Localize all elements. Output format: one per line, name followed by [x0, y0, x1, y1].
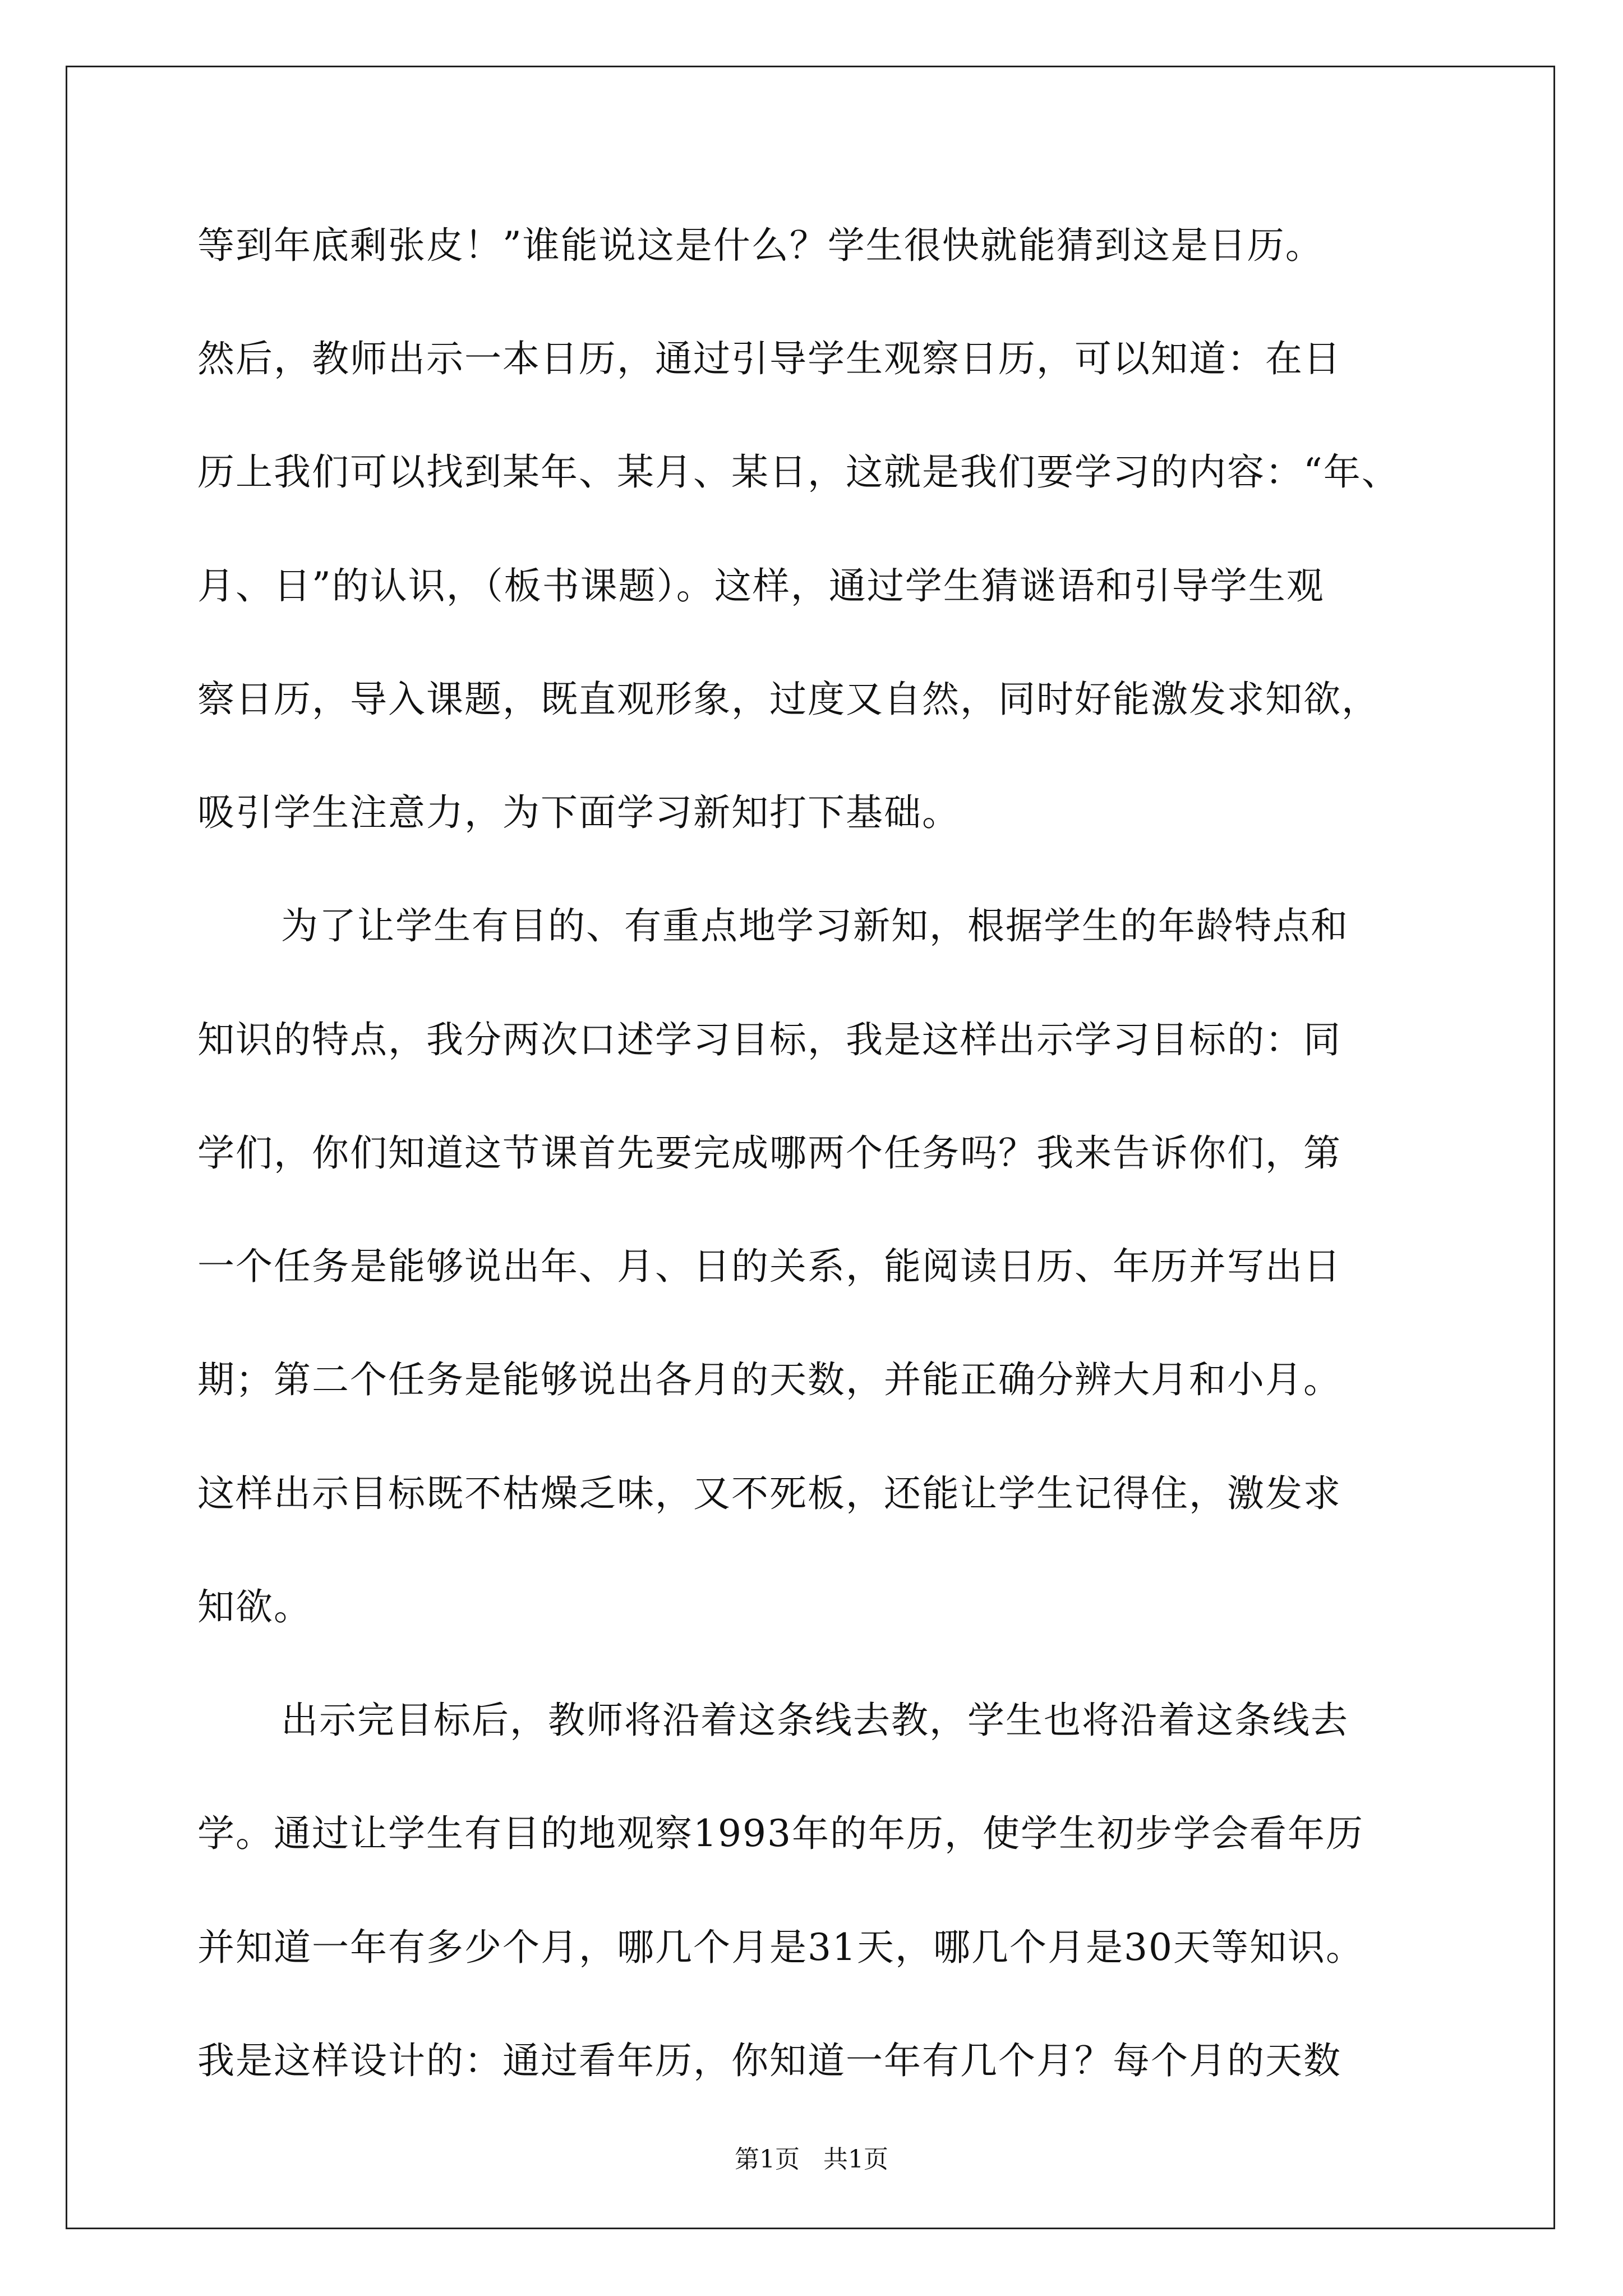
body-text-line: 然后，教师出示一本日历，通过引导学生观察日历，可以知道：在日: [197, 337, 1341, 380]
body-text-line: 出示完目标后，教师将沿着这条线去教，学生也将沿着这条线去: [281, 1699, 1349, 1742]
body-text-line: 这样出示目标既不枯燥乏味，又不死板，还能让学生记得住，激发求: [197, 1472, 1341, 1515]
body-text-line: 等到年底剩张皮！”谁能说这是什么？学生很快就能猜到这是日历。: [197, 224, 1324, 267]
body-text-line: 历上我们可以找到某年、某月、某日，这就是我们要学习的内容：“年、: [197, 450, 1400, 494]
body-text-line: 学。通过让学生有目的地观察1993年的年历，使学生初步学会看年历: [197, 1812, 1364, 1855]
body-text-line: 为了让学生有目的、有重点地学习新知，根据学生的年龄特点和: [281, 904, 1349, 947]
body-text-line: 我是这样设计的：通过看年历，你知道一年有几个月？每个月的天数: [197, 2039, 1341, 2082]
body-text-line: 并知道一年有多少个月，哪几个月是31天，哪几个月是30天等知识。: [197, 1926, 1364, 1969]
body-text-line: 知识的特点，我分两次口述学习目标，我是这样出示学习目标的：同: [197, 1018, 1341, 1061]
body-text-line: 学们，你们知道这节课首先要完成哪两个任务吗？我来告诉你们，第: [197, 1131, 1341, 1175]
body-text-line: 察日历，导入课题，既直观形象，过度又自然，同时好能激发求知欲，: [197, 678, 1380, 721]
body-text-line: 一个任务是能够说出年、月、日的关系，能阅读日历、年历并写出日: [197, 1245, 1341, 1288]
body-text-line: 知欲。: [197, 1585, 312, 1628]
body-text-line: 吸引学生注意力，为下面学习新知打下基础。: [197, 791, 960, 834]
page-footer: 第1页 共1页: [735, 2145, 888, 2174]
body-text-line: 期；第二个任务是能够说出各月的天数，并能正确分辨大月和小月。: [197, 1358, 1341, 1401]
body-text-line: 月、日”的认识，（板书课题）。这样，通过学生猜谜语和引导学生观: [197, 564, 1325, 608]
